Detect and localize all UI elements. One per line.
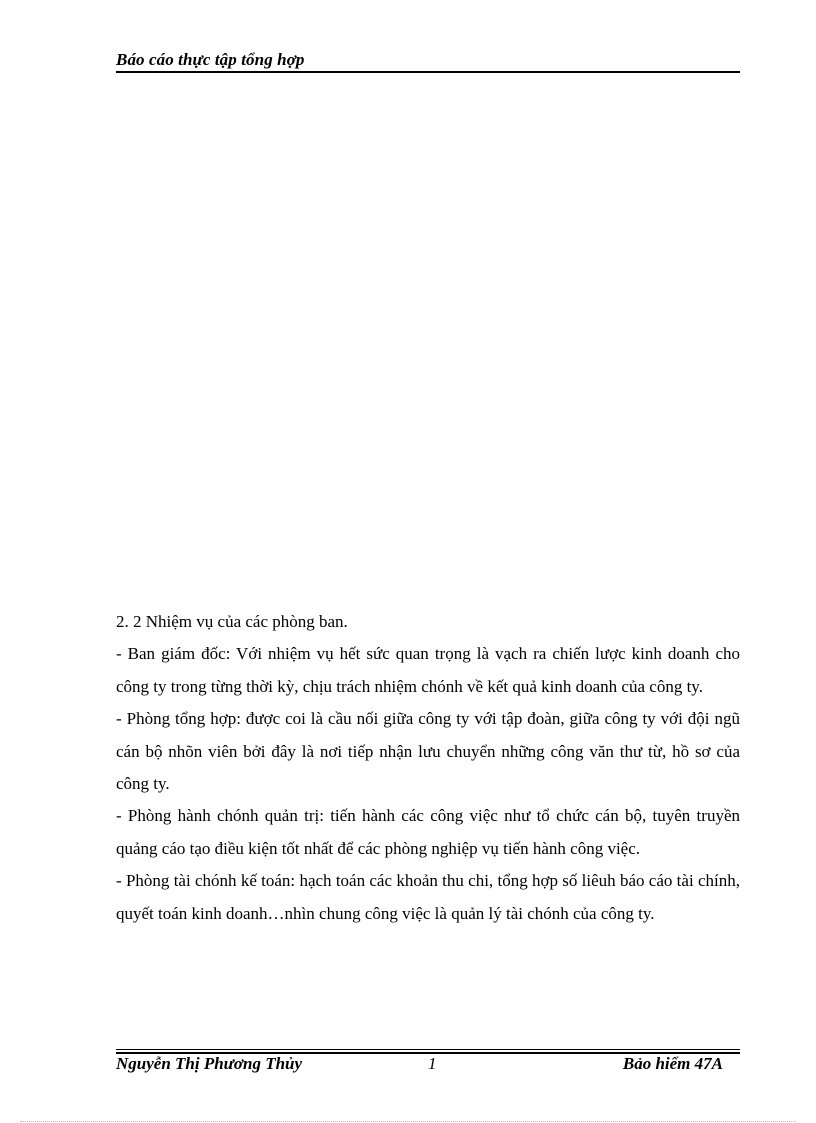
footer-rule-thin [116,1049,740,1050]
section-content [116,606,740,930]
section-heading: 2. 2 Nhiệm vụ của các phòng ban. [116,612,348,631]
page-bottom-dotted-rule [20,1121,796,1122]
header-title: Báo cáo thực tập tổng hợp [116,50,305,69]
header-rule [116,71,740,73]
paragraph-phong-hanh-chinh: - Phòng hành chónh quản trị: tiến hành các công việc như tổ chức cán bộ, tuyên truyền quảng cáo tạo điều kiện tốt nhất để các phòng nghiệp vụ tiến hành công việc. [116,806,740,858]
paragraph-ban-giam-doc: - Ban giám đốc: Với nhiệm vụ hết sức quan trọng là vạch ra chiến lược kinh doanh cho công ty trong từng thời kỳ, chịu trách nhiệm chónh về kết quả kinh doanh của công ty. [116,644,740,696]
paragraph-phong-tai-chinh: - Phòng tài chónh kế toán: hạch toán các khoản thu chi, tổng hợp số liêuh báo cáo tài chính, quyết toán kinh doanh…nhìn chung công việc là quản lý tài chónh của công ty. [116,871,740,923]
page-number: 1 [428,1054,437,1073]
paragraph-phong-tong-hop: - Phòng tổng hợp: được coi là cầu nối giữa công ty với tập đoàn, giữa công ty với đội ngũ cán bộ nhõn viên bởi đây là nơi tiếp nhận lưu chuyển những công văn thư từ, hồ sơ của công ty. [116,709,740,794]
footer-author: Nguyễn Thị Phương Thủy [116,1054,303,1073]
footer-class: Bảo hiểm 47A [622,1054,723,1073]
